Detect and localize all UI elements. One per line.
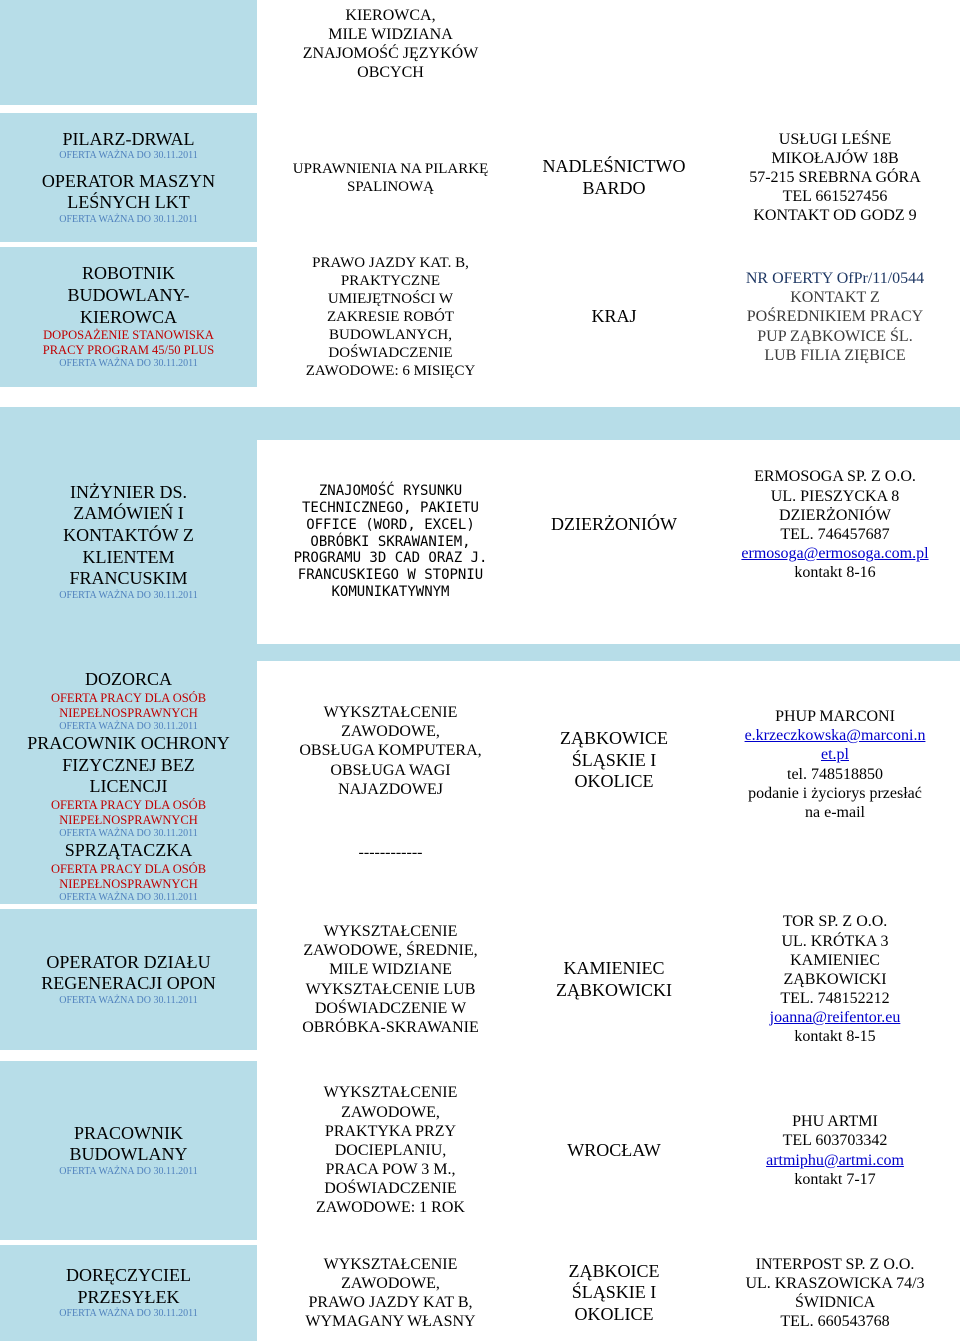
job-title-doreczyciel: DORĘCZYCIEL PRZESYŁEK OFERTA WAŻNA DO 30.11.2011 — [0, 1245, 257, 1341]
location-dozorca: ZĄBKOWICE ŚLĄSKIE I OKOLICE — [560, 728, 668, 792]
job-title-pracownik: PRACOWNIK BUDOWLANY OFERTA WAŻNA DO 30.11.2011 — [0, 1061, 257, 1240]
job-title-robotnik: ROBOTNIK BUDOWLANY- KIEROWCA DOPOSAŻENIE STANOWISKA PRACY PROGRAM 45/50 PLUS OFERTA WAŻNA DO 30.11.2011 — [0, 247, 257, 387]
location-inzynier: DZIERŻONIÓW — [551, 514, 677, 535]
header-bar-2 — [0, 644, 960, 661]
requirements-pilarz: UPRAWNIENIA NA PILARKĘ SPALINOWĄ — [292, 160, 489, 195]
email-link-ermosoga[interactable]: ermosoga@ermosoga.com.pl — [741, 545, 929, 563]
requirements-pracownik: WYKSZTAŁCENIE ZAWODOWE, PRAKTYKA PRZY DOCIEPLANIU, PRACA POW 3 M., DOŚWIADCZENIE ZAWODOWE: 1 ROK — [316, 1084, 465, 1217]
job-title-dozorca-group: DOZORCA OFERTA PRACY DLA OSÓB NIEPEŁNOSPRAWNYCH OFERTA WAŻNA DO 30.11.2011 PRACOWNIK OCHRONY FIZYCZNEJ BEZ LICENCJI OFERTA PRACY DLA OSÓB NIEPEŁNOSPRAWNYCH OFERTA WAŻNA DO 30.11.2011 SPRZĄTACZKA OFERTA PRACY DLA OSÓB NIEPEŁNOSPRAWNYCH OFERTA WAŻNA DO 30.11.2011 — [0, 661, 257, 904]
requirements-dozorca: WYKSZTAŁCENIE ZAWODOWE, OBSŁUGA KOMPUTERA, OBSŁUGA WAGI NAJAZDOWEJ ------------ — [299, 704, 482, 861]
location-pracownik: WROCŁAW — [567, 1139, 661, 1160]
requirements-robotnik: PRAWO JAZDY KAT. B, PRAKTYCZNE UMIEJĘTNOŚCI W ZAKRESIE ROBÓT BUDOWLANYCH, DOŚWIADCZENIE ZAWODOWE: 6 MISIĘCY — [305, 255, 476, 379]
contact-operator: TOR SP. Z O.O. UL. KRÓTKA 3 KAMIENIEC ZĄBKOWICKI TEL. 748152212 joanna@reifentor.eu kontakt 8-15 — [769, 913, 901, 1046]
job-title-pilarz: PILARZ-DRWAL OFERTA WAŻNA DO 30.11.2011 OPERATOR MASZYN LEŚNYCH LKT OFERTA WAŻNA DO 30.11.2011 — [0, 113, 257, 242]
contact-pracownik: PHU ARTMI TEL 603703342 artmiphu@artmi.com kontakt 7-17 — [766, 1113, 904, 1188]
requirements-inzynier: ZNAJOMOŚĆ RYSUNKU TECHNICZNEGO, PAKIETU OFFICE (WORD, EXCEL) OBRÓBKI SKRAWANIEM, PROGRAMU 3D CAD ORAZ J. FRANCUSKIEGO W STOPNIU KOMUNIKATYWNYM — [293, 483, 488, 600]
contact-inzynier: ERMOSOGA SP. Z O.O. UL. PIESZYCKA 8 DZIERŻONIÓW TEL. 746457687 ermosoga@ermosoga.com.pl kontakt 8-16 — [741, 468, 929, 582]
header-bar-1 — [0, 407, 960, 440]
email-link-artmi[interactable]: artmiphu@artmi.com — [766, 1151, 904, 1169]
requirements-doreczyciel: WYKSZTAŁCENIE ZAWODOWE, PRAWO JAZDY KAT B, WYMAGANY WŁASNY — [305, 1255, 476, 1331]
email-link-reifentor[interactable]: joanna@reifentor.eu — [769, 1009, 901, 1027]
requirements-operator: WYKSZTAŁCENIE ZAWODOWE, ŚREDNIE, MILE WIDZIANE WYKSZTAŁCENIE LUB DOŚWIADCZENIE W OBRÓBKA-SKRAWANIE — [302, 922, 479, 1036]
location-operator: KAMIENIEC ZĄBKOWICKI — [556, 957, 672, 1000]
header-bar-top — [0, 0, 257, 105]
contact-pilarz: USŁUGI LEŚNE MIKOŁAJÓW 18B 57-215 SREBRNA GÓRA TEL 661527456 KONTAKT OD GODZ 9 — [749, 130, 921, 225]
email-link-marconi-cont[interactable]: et.pl — [821, 746, 849, 764]
location-pilarz: NADLEŚNICTWO BARDO — [542, 155, 686, 198]
contact-robotnik: NR OFERTY OfPr/11/0544 KONTAKT Z POŚREDNIKIEM PRACY PUP ZĄBKOWICE ŚL. LUB FILIA ZIĘBICE — [745, 270, 925, 364]
location-robotnik: KRAJ — [591, 306, 637, 327]
job-title-inzynier: INŻYNIER DS. ZAMÓWIEŃ I KONTAKTÓW Z KLIENTEM FRANCUSKIM OFERTA WAŻNA DO 30.11.2011 — [0, 440, 257, 644]
separator-dashes: ------------ — [358, 843, 423, 861]
top-requirements: KIEROWCA, MILE WIDZIANA ZNAJOMOŚĆ JĘZYKÓW OBCYCH — [302, 6, 479, 82]
job-title-operator: OPERATOR DZIAŁU REGENERACJI OPON OFERTA WAŻNA DO 30.11.2011 — [0, 909, 257, 1050]
location-doreczyciel: ZĄBKOICE ŚLĄSKIE I OKOLICE — [568, 1260, 660, 1324]
email-link-marconi[interactable]: e.krzeczkowska@marconi.n — [744, 727, 926, 745]
contact-doreczyciel: INTERPOST SP. Z O.O. UL. KRASZOWICKA 74/3 ŚWIDNICA TEL. 660543768 — [745, 1255, 925, 1331]
contact-dozorca: PHUP MARCONI e.krzeczkowska@marconi.n et.pl tel. 748518850 podanie i życiorys przesłać na e-mail — [744, 708, 926, 821]
